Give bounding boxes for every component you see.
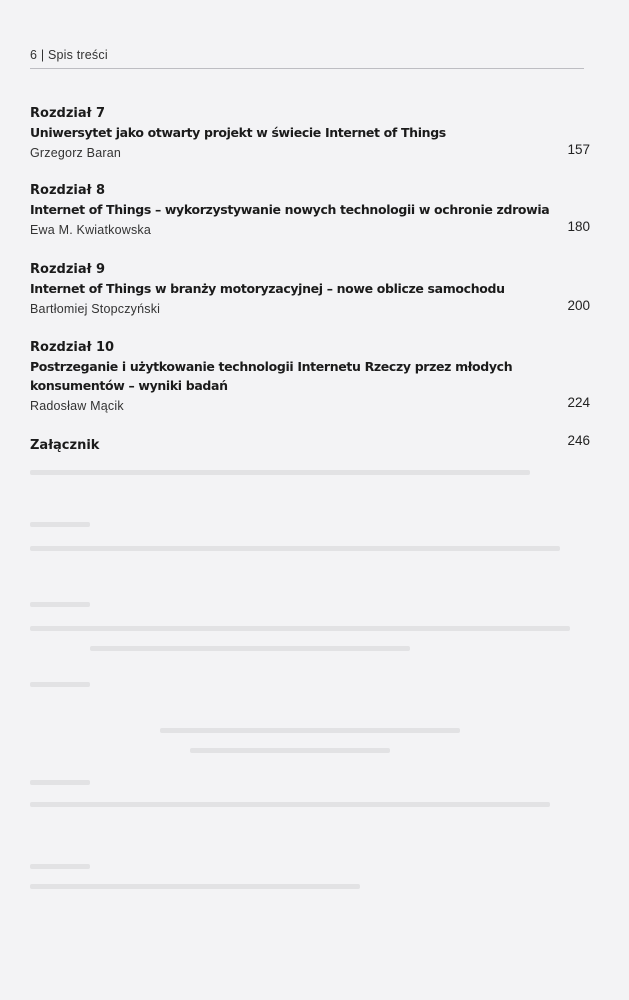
chapter-label: Rozdział 9	[30, 262, 106, 277]
header-rule	[30, 68, 584, 69]
chapter-title: Uniwersytet jako otwarty projekt w świecie Internet of Things	[30, 125, 446, 140]
toc-entry-appendix	[30, 433, 590, 455]
page-number: 157	[567, 142, 590, 157]
chapter-label: Rozdział 7	[30, 106, 106, 121]
page-number: 246	[567, 433, 590, 448]
chapter-author: Ewa M. Kwiatkowska	[30, 223, 151, 237]
page-number: 180	[567, 219, 590, 234]
chapter-author: Grzegorz Baran	[30, 146, 122, 160]
page-number: 224	[567, 395, 590, 410]
chapter-label: Rozdział 8	[30, 183, 106, 198]
chapter-title: Postrzeganie i użytkowanie technologii Internetu Rzeczy przez młodych konsumentów – wyniki badań	[30, 359, 513, 393]
chapter-author: Radosław Mącik	[30, 399, 124, 413]
toc-entry-chapter-8	[30, 181, 590, 239]
running-head: 6 | Spis treści	[30, 48, 108, 62]
chapter-label: Rozdział 10	[30, 340, 115, 355]
show-through-texture	[30, 460, 590, 940]
appendix-label: Załącznik	[30, 438, 100, 453]
chapter-title: Internet of Things – wykorzystywanie nowych technologii w ochronie zdrowia	[30, 202, 550, 217]
page-number: 200	[567, 298, 590, 313]
toc-entry-chapter-9	[30, 260, 590, 318]
toc-entry-chapter-10	[30, 338, 590, 415]
chapter-author: Bartłomiej Stopczyński	[30, 302, 161, 316]
chapter-title: Internet of Things w branży motoryzacyjnej – nowe oblicze samochodu	[30, 281, 505, 296]
toc-entry-chapter-7	[30, 104, 590, 162]
